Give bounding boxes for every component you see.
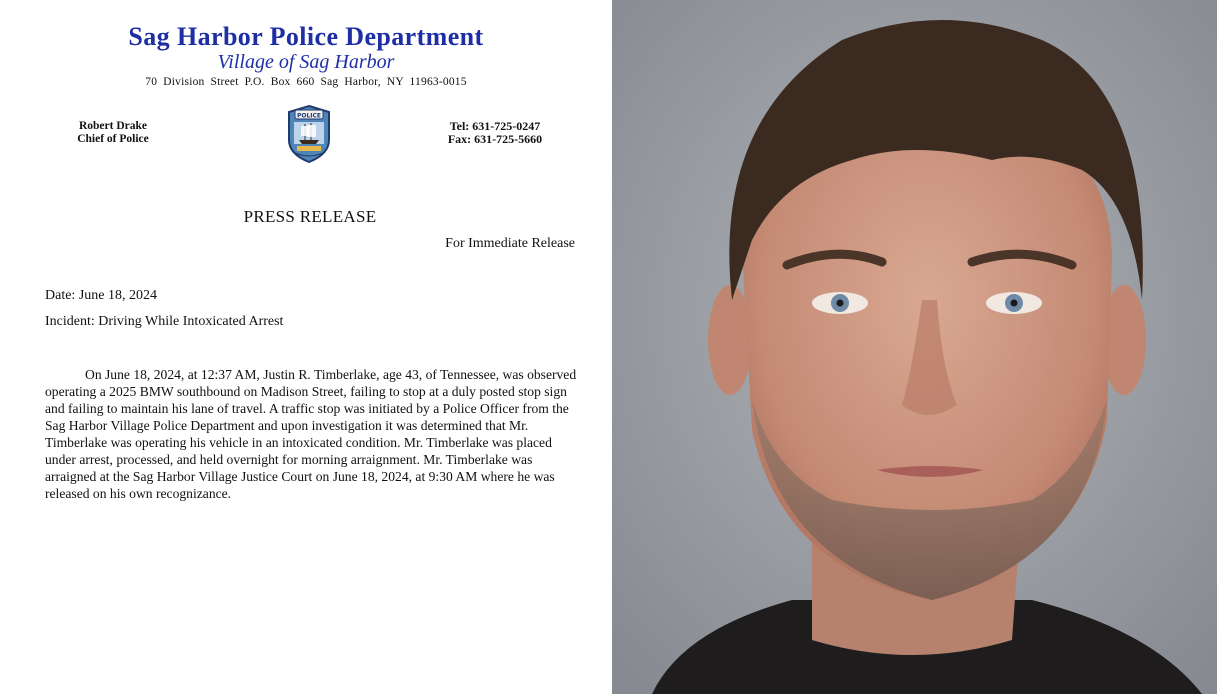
badge-text: POLICE <box>296 112 322 120</box>
chief-name: Robert Drake <box>78 120 148 132</box>
press-release-heading: PRESS RELEASE <box>243 207 377 226</box>
incident-line: Incident: Driving While Intoxicated Arrest <box>45 314 284 329</box>
release-date: Date: June 18, 2024 <box>45 288 157 303</box>
department-address: 70 Division Street P.O. Box 660 Sag Harbor, NY 11963-0015 <box>145 76 467 88</box>
village-subtitle: Village of Sag Harbor <box>217 51 395 73</box>
immediate-release-note: For Immediate Release <box>445 236 575 251</box>
booking-photo <box>612 0 1217 694</box>
department-title: Sag Harbor Police Department <box>128 22 484 51</box>
fax: Fax: 631-725-5660 <box>447 132 543 146</box>
telephone: Tel: 631-725-0247 <box>449 119 541 133</box>
police-badge-logo <box>285 104 333 164</box>
contact-block <box>420 120 570 146</box>
chief-title: Chief of Police <box>77 133 149 145</box>
portrait-illustration <box>612 0 1217 694</box>
release-body: On June 18, 2024, at 12:37 AM, Justin R. Timberlake, age 43, of Tennessee, was observed operating a 2025 BMW southbound on Madison Street, failing to stop at a duly posted stop sign and failing to maintain his lane of travel. A traffic stop was initiated by a Police Officer from the Sag Harbor Village Police Department and upon investigation it was determined that Mr. Timberlake was operating his vehicle in an intoxicated condition. Mr. Timberlake was placed under arrest, processed, and held overnight for morning arraignment. Mr. Timberlake was arraigned at the Sag Harbor Village Justice Court on June 18, 2024, at 9:30 AM where he was released on his own recognizance. <box>45 367 577 501</box>
chief-block <box>58 120 168 146</box>
